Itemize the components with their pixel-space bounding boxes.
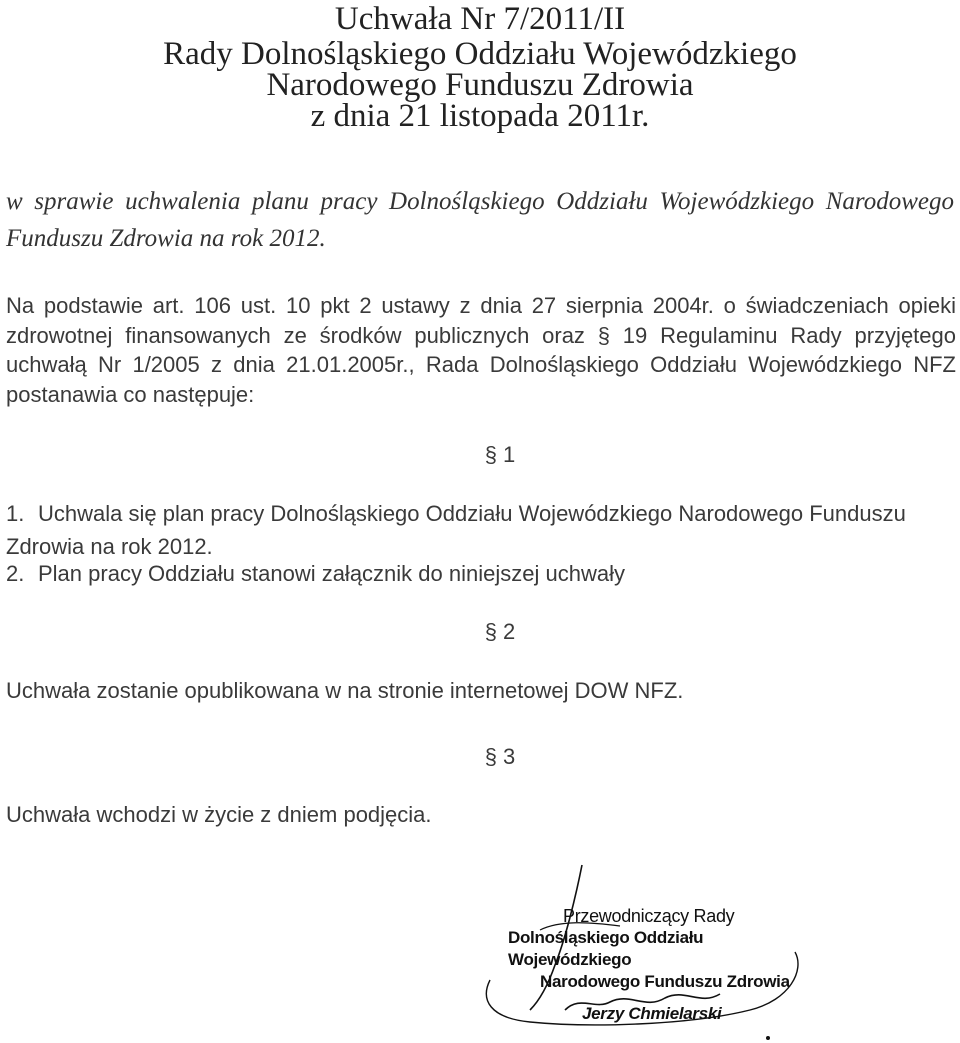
stamp-branch: Dolnośląskiego Oddziału Wojewódzkiego	[508, 928, 704, 969]
fund-name: Narodowego Funduszu Zdrowia	[266, 67, 694, 103]
resolution-subject: w sprawie uchwalenia planu pracy Dolnośląskiego Oddziału Wojewódzkiego Narodowego Funduszu Zdrowia na rok 2012.	[6, 188, 954, 252]
list-item-number: 1.	[6, 501, 25, 526]
list-item-number: 2.	[6, 561, 25, 586]
council-name: Rady Dolnośląskiego Oddziału Wojewódzkiego	[163, 36, 797, 72]
section-3-heading: § 3	[484, 744, 516, 769]
official-stamp	[500, 905, 810, 1025]
legal-basis-paragraph: Na podstawie art. 106 ust. 10 pkt 2 ustawy z dnia 27 sierpnia 2004r. o świadczeniach opieki zdrowotnej finansowanych ze środków publicznych oraz § 19 Regulaminu Rady przyjętego uchwałą Nr 1/2005 z dnia 21.01.2005r., Rada Dolnośląskiego Oddziału Wojewódzkiego NFZ postanawia co następuje:	[6, 293, 956, 407]
stamp-signatory: Jerzy Chmielarski	[582, 1004, 722, 1023]
stamp-fund: Narodowego Funduszu Zdrowia	[540, 972, 790, 991]
list-item-text: Plan pracy Oddziału stanowi załącznik do niniejszej uchwały	[38, 561, 625, 586]
list-item	[6, 497, 956, 563]
publication-paragraph: Uchwała zostanie opublikowana w na stronie internetowej DOW NFZ.	[6, 678, 684, 703]
list-item	[6, 557, 956, 590]
effective-date-paragraph: Uchwała wchodzi w życie z dniem podjęcia.	[6, 802, 432, 827]
section-2-heading: § 2	[484, 619, 516, 644]
list-item-text: Uchwala się plan pracy Dolnośląskiego Oddziału Wojewódzkiego Narodowego Funduszu Zdrowia na rok 2012.	[6, 501, 906, 559]
resolution-number: Uchwała Nr 7/2011/II	[334, 1, 626, 37]
resolution-date: z dnia 21 listopada 2011r.	[310, 98, 650, 134]
stamp-title: Przewodniczący Rady	[563, 906, 735, 926]
section-1-heading: § 1	[484, 442, 516, 467]
